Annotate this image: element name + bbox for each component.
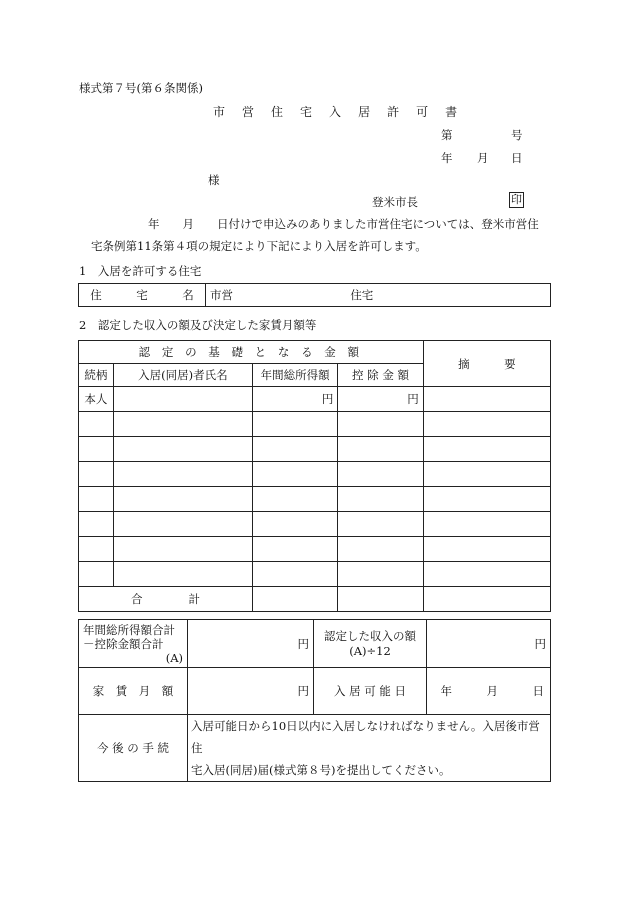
table-row (79, 562, 551, 587)
remarks-cell (423, 387, 550, 412)
net-income-label (79, 620, 188, 668)
section1-heading: 1 入居を許可する住宅 (79, 264, 202, 278)
move-in-date: 年 月 日 (427, 668, 551, 715)
table-row (79, 512, 551, 537)
table-row (79, 437, 551, 462)
table-row (79, 462, 551, 487)
procedure-text-2: 宅入居(同居)届(様式第８号)を提出してください。 (191, 763, 451, 777)
table-row (79, 487, 551, 512)
doc-number-suffix: 号 (511, 128, 523, 142)
seal-stamp (509, 192, 524, 208)
certified-label-2: (A)÷12 (349, 643, 391, 658)
form-number: 様式第７号(第６条関係) (79, 81, 203, 95)
housing-table (78, 283, 551, 307)
net-income-label-2: －控除金額合計 (83, 636, 164, 651)
total-label: 合 計 (79, 587, 253, 612)
doc-number-prefix: 第 (441, 128, 453, 142)
net-income-value: 円 (188, 620, 314, 668)
net-income-row (79, 620, 551, 668)
total-remarks-cell (423, 587, 550, 612)
table-row (79, 387, 551, 412)
summary-table (78, 619, 551, 782)
remarks-header: 摘 要 (423, 341, 550, 387)
section2-heading: 2 認定した収入の額及び決定した家賃月額等 (79, 318, 317, 332)
housing-name-cell (206, 284, 551, 307)
procedure-row (79, 715, 551, 782)
certified-income-label (314, 620, 427, 668)
document-title: 市 営 住 宅 入 居 許 可 書 (213, 105, 464, 119)
total-row (79, 587, 551, 612)
header-annual-income: 年間総所得額 (252, 364, 337, 387)
net-income-label-3: (A) (165, 650, 183, 665)
header-deduction: 控 除 金 額 (338, 364, 423, 387)
name-cell (113, 387, 252, 412)
date-day: 日 (511, 151, 523, 165)
seal-mark: 印 (511, 193, 522, 206)
rent-label: 家 賃 月 額 (79, 668, 188, 715)
issuer: 登米市長 (372, 195, 418, 209)
housing-prefix: 市営 (210, 288, 233, 302)
table-row (79, 537, 551, 562)
total-deduction-cell (338, 587, 423, 612)
net-income-label-1: 年間総所得額合計 (83, 622, 175, 637)
procedure-label: 今 後 の 手 続 (79, 715, 188, 782)
certified-label-1: 認定した収入の額 (324, 628, 416, 643)
housing-label: 住 宅 名 (79, 284, 206, 307)
housing-suffix: 住宅 (350, 288, 374, 302)
income-group-header: 認 定 の 基 礎 と な る 金 額 (79, 341, 424, 364)
header-relation: 続柄 (79, 364, 114, 387)
move-in-label: 入 居 可 能 日 (314, 668, 427, 715)
annual-income-unit: 円 (252, 387, 337, 412)
total-income-cell (252, 587, 337, 612)
deduction-unit: 円 (338, 387, 423, 412)
procedure-text (188, 715, 551, 782)
header-name: 入居(同居)者氏名 (113, 364, 252, 387)
addressee-suffix: 様 (208, 173, 220, 187)
table-row (79, 412, 551, 437)
body-text-line1: 年 月 日付けで申込みのありました市営住宅については、登米市営住 (148, 217, 539, 231)
body-text-line2: 宅条例第11条第４項の規定により下記により入居を許可します。 (91, 239, 427, 253)
rent-row (79, 668, 551, 715)
date-year: 年 (441, 151, 453, 165)
procedure-text-1: 入居可能日から10日以内に入居しなければなりません。入居後市営住 (191, 719, 540, 755)
relation-self: 本人 (79, 387, 114, 412)
income-table (78, 340, 551, 612)
rent-value: 円 (188, 668, 314, 715)
certified-income-value: 円 (427, 620, 551, 668)
date-month: 月 (477, 151, 489, 165)
